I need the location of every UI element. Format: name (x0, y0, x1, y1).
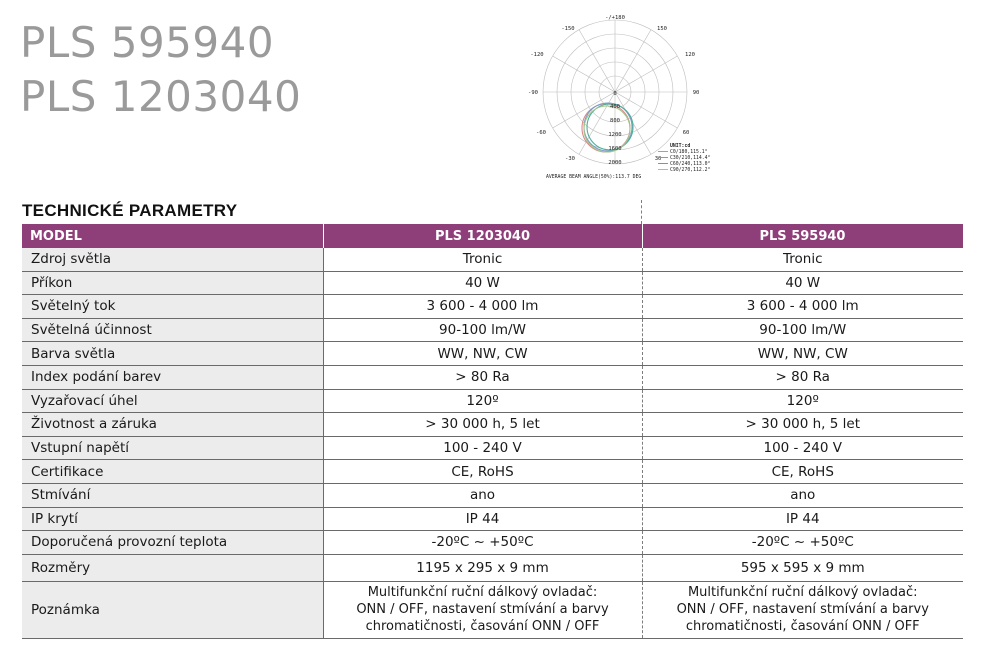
table-row (22, 554, 963, 581)
cell-value: 120º (642, 389, 963, 413)
angle-neg90-label: -90 (528, 90, 538, 96)
row-label: Světelný tok (22, 295, 323, 319)
cell-value: IP 44 (642, 507, 963, 531)
beam-angle-label: AVERAGE BEAM ANGLE(50%):113.7 DEG (546, 175, 642, 180)
row-label: Rozměry (22, 554, 323, 581)
note-line: Multifunkční ruční dálkový ovladač: (687, 585, 918, 601)
legend-c90: C90/270,112.2° (670, 168, 711, 173)
cell-value: -20ºC ~ +50ºC (642, 531, 963, 555)
row-label: Životnost a záruka (22, 413, 323, 437)
note-value-2 (642, 581, 963, 638)
cell-value: IP 44 (323, 507, 642, 531)
row-label: Doporučená provozní teplota (22, 531, 323, 555)
cell-value: -20ºC ~ +50ºC (323, 531, 642, 555)
cell-value: 40 W (642, 271, 963, 295)
cell-value: > 30 000 h, 5 let (642, 413, 963, 437)
row-label: Certifikace (22, 460, 323, 484)
cell-value: 100 - 240 V (642, 436, 963, 460)
header-pls-595940: PLS 595940 (642, 224, 963, 248)
angle-60-label: 60 (682, 130, 690, 136)
cell-value: 100 - 240 V (323, 436, 642, 460)
table-row (22, 436, 963, 460)
row-label: IP krytí (22, 507, 323, 531)
table-row (22, 389, 963, 413)
cell-value: ano (323, 483, 642, 507)
cell-value: 595 x 595 x 9 mm (642, 554, 963, 581)
radial-label-1200: 1200 (608, 132, 622, 138)
curve-c60 (587, 104, 633, 150)
angle-30-label: 30 (654, 156, 662, 162)
angle-neg60-label: -60 (536, 130, 546, 136)
row-label: Vyzařovací úhel (22, 389, 323, 413)
row-label: Světelná účinnost (22, 318, 323, 342)
cell-value: > 80 Ra (323, 365, 642, 389)
note-line: chromatičnosti, časování ONN / OFF (365, 619, 600, 635)
table-row (22, 271, 963, 295)
row-label: Barva světla (22, 342, 323, 366)
cell-value: 3 600 - 4 000 lm (323, 295, 642, 319)
cell-value: WW, NW, CW (642, 342, 963, 366)
row-label: Stmívání (22, 483, 323, 507)
row-label: Zdroj světla (22, 248, 323, 271)
center-label: 0 (613, 91, 617, 97)
column-divider (641, 200, 642, 224)
header-row (22, 224, 963, 248)
legend-c0: C0/180,115.1° (670, 150, 708, 155)
polar-curves (582, 103, 633, 152)
cell-value: 90-100 lm/W (642, 318, 963, 342)
note-line: Multifunkční ruční dálkový ovladač: (367, 585, 598, 601)
row-label: Index podání barev (22, 365, 323, 389)
model-title-1: PLS 595940 (20, 18, 275, 67)
cell-value: > 80 Ra (642, 365, 963, 389)
section-title: TECHNICKÉ PARAMETRY (22, 201, 238, 220)
angle-neg120-label: -120 (530, 52, 544, 58)
table-row (22, 342, 963, 366)
radial-label-800: 800 (610, 118, 620, 124)
angle-120-label: 120 (685, 52, 695, 58)
cell-value: 120º (323, 389, 642, 413)
cell-value: WW, NW, CW (323, 342, 642, 366)
header-pls-1203040: PLS 1203040 (323, 224, 642, 248)
note-label: Poznámka (22, 581, 323, 638)
note-line: ONN / OFF, nastavení stmívání a barvy (676, 602, 929, 618)
note-value-1 (323, 581, 642, 638)
model-title-2: PLS 1203040 (20, 72, 302, 121)
table-row (22, 531, 963, 555)
angle-90-label: 90 (692, 90, 700, 96)
unit-label: UNIT:cd (670, 144, 691, 149)
table-row (22, 295, 963, 319)
cell-value: Tronic (323, 248, 642, 271)
table-row (22, 507, 963, 531)
table-row (22, 318, 963, 342)
radial-label-400: 400 (610, 104, 620, 110)
angle-top-label: -/+180 (605, 15, 625, 21)
cell-value: Tronic (642, 248, 963, 271)
table-row (22, 413, 963, 437)
note-line: ONN / OFF, nastavení stmívání a barvy (356, 602, 609, 618)
table-row (22, 483, 963, 507)
cell-value: 1195 x 295 x 9 mm (323, 554, 642, 581)
cell-value: CE, RoHS (323, 460, 642, 484)
legend-c60: C60/240,113.0° (670, 162, 711, 167)
angle-150-label: 150 (657, 26, 667, 32)
cell-value: 40 W (323, 271, 642, 295)
angle-neg30-label: -30 (565, 156, 575, 162)
header-model: MODEL (22, 224, 323, 248)
spec-table (22, 224, 964, 639)
angle-neg150-label: -150 (561, 26, 575, 32)
table-row (22, 365, 963, 389)
note-row (22, 581, 963, 638)
row-label: Vstupní napětí (22, 436, 323, 460)
cell-value: CE, RoHS (642, 460, 963, 484)
row-label: Příkon (22, 271, 323, 295)
cell-value: ano (642, 483, 963, 507)
legend-c30: C30/210,114.4° (670, 156, 711, 161)
polar-light-distribution-diagram (522, 12, 732, 184)
table-row (22, 248, 963, 271)
cell-value: 3 600 - 4 000 lm (642, 295, 963, 319)
radial-label-2000: 2000 (608, 160, 622, 166)
radial-label-1600: 1600 (608, 146, 622, 152)
cell-value: > 30 000 h, 5 let (323, 413, 642, 437)
cell-value: 90-100 lm/W (323, 318, 642, 342)
table-row (22, 460, 963, 484)
note-line: chromatičnosti, časování ONN / OFF (685, 619, 920, 635)
